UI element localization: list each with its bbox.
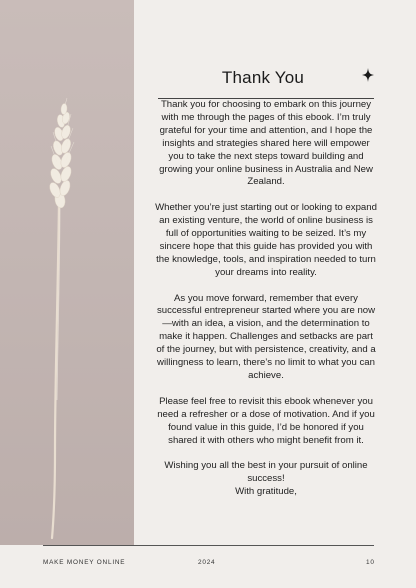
wheat-stalk-illustration	[0, 0, 134, 545]
footer-divider	[43, 545, 374, 546]
paragraph: Thank you for choosing to embark on this journey with me through the pages of this ebook. I’m truly grateful for your time and attention, and I hope the insights and strategies shared here will empower you to take the next steps toward building and growing your online business in Australia and New Zealand.	[159, 99, 373, 188]
wheat-stalk-photo	[0, 0, 134, 545]
paragraph: Wishing you all the best in your pursuit of online success!	[164, 460, 368, 485]
sparkle-icon	[362, 68, 374, 87]
paragraph: As you move forward, remember that every successful entrepreneur started where you are now—with an idea, a vision, and the determination to make it happen. Challenges and setbacks are part of the journey, but with persistence, creativity, and a willingness to learn, there’s no limit to what you can achieve.	[156, 292, 376, 381]
page-number: 10	[366, 559, 375, 566]
paragraph: Please feel free to revisit this ebook whenever you need a refresher or a dose of motivation. And if you found value in this guide, I’d be honored if you shared it with others who might benefit from it.	[157, 395, 375, 446]
paragraph: Whether you’re just starting out or looking to expand an existing venture, the world of online business is full of opportunities waiting to be seized. It’s my sincere hope that this guide has provided you with the knowledge, tools, and inspiration needed to turn your dreams into reality.	[155, 202, 377, 278]
footer-title: MAKE MONEY ONLINE	[43, 559, 126, 566]
page-title: Thank You	[221, 68, 305, 87]
footer-year: 2024	[198, 559, 216, 566]
signoff: With gratitude,	[235, 486, 297, 498]
content-column	[134, 0, 416, 545]
body-text	[154, 99, 378, 499]
